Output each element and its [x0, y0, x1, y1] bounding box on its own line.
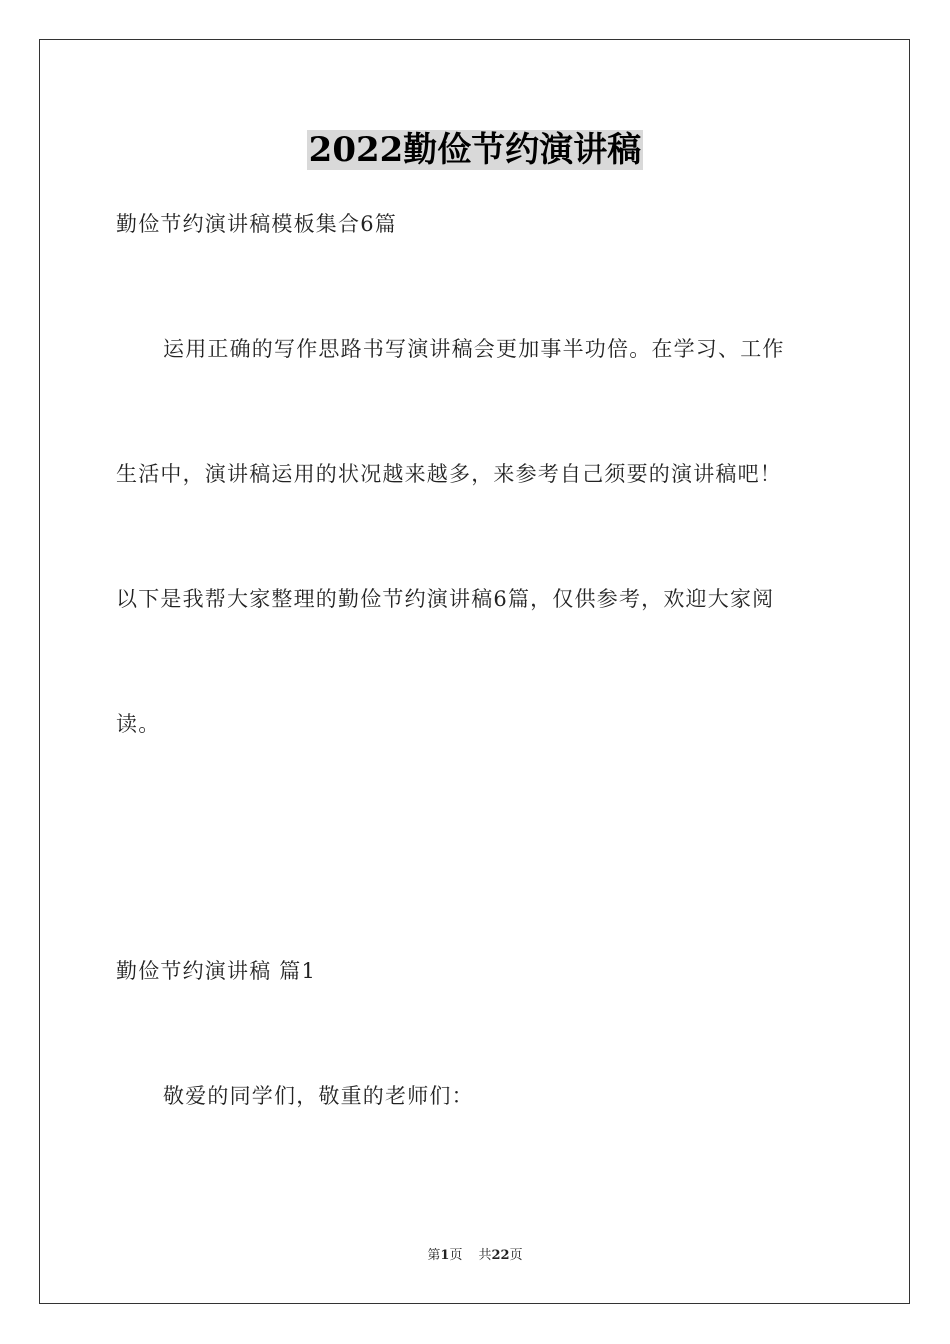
- section-heading: 勤俭节约演讲稿 篇1: [116, 959, 317, 983]
- page-prefix: 第: [427, 1248, 441, 1263]
- document-title-text: 2022勤俭节约演讲稿: [308, 130, 642, 170]
- paragraph-line: 运用正确的写作思路书写演讲稿会更加事半功倍。在学习、工作: [163, 337, 785, 361]
- total-page-count: 22: [491, 1248, 510, 1263]
- total-prefix: 共: [478, 1248, 492, 1263]
- page-unit: 页: [449, 1248, 463, 1263]
- paragraph-line: 生活中，演讲稿运用的状况越来越多，来参考自己须要的演讲稿吧！: [116, 462, 782, 486]
- greeting-line: 敬爱的同学们，敬重的老师们：: [163, 1084, 474, 1108]
- document-subtitle: 勤俭节约演讲稿模板集合6篇: [116, 212, 397, 236]
- total-unit: 页: [509, 1248, 523, 1263]
- current-page-number: 1: [440, 1248, 450, 1263]
- page-footer: [0, 1247, 950, 1265]
- paragraph-line: 以下是我帮大家整理的勤俭节约演讲稿6篇，仅供参考，欢迎大家阅: [116, 587, 775, 611]
- paragraph-line: 读。: [116, 712, 161, 736]
- document-title: [0, 128, 950, 172]
